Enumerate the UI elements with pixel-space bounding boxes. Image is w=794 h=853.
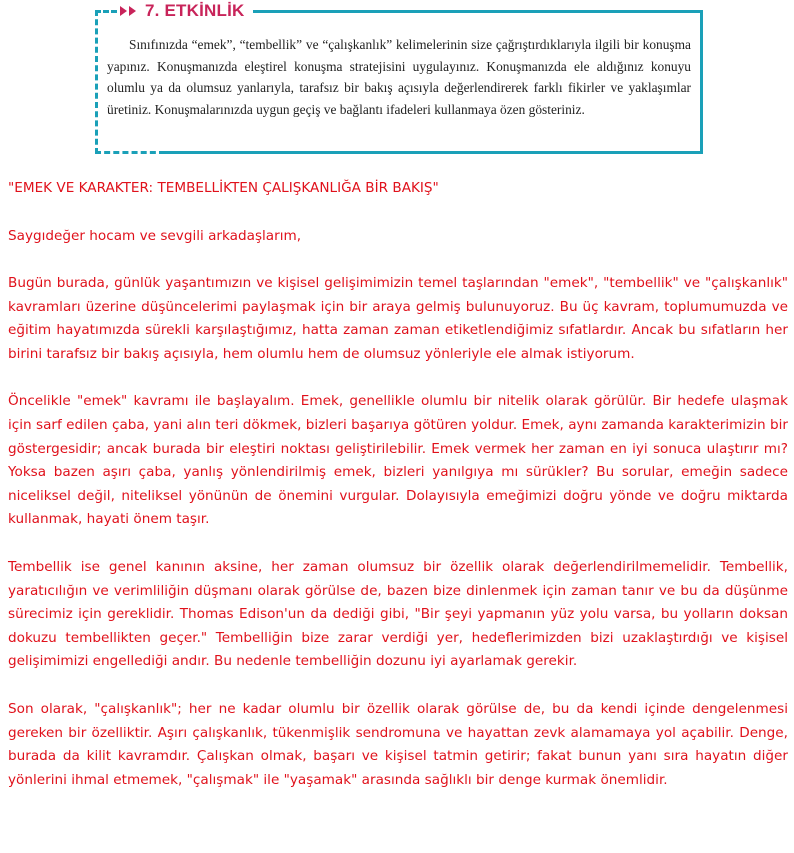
box-top-dashed-border xyxy=(95,10,117,13)
box-left-dashed-border xyxy=(95,10,98,154)
essay-greeting: Saygıdeğer hocam ve sevgili arkadaşlarım, xyxy=(8,228,302,244)
box-top-border xyxy=(253,10,703,13)
essay-paragraph-intro: Bugün burada, günlük yaşantımızın ve kişisel gelişimimizin temel taşlarından "emek", "tembellik" ve "çalışkanlık" kavramları üzerine düşüncelerimi paylaşmak için bir araya gelmiş bulunuyoruz. Bu üç kavram, toplumumuzda ve eğitim hayatımızda sürekli karşılaştığımız, hatta zaman zaman etiketlendiğimiz sıfatlardır. Ancak bu sıfatların her birini tarafsız bir bakış açısıyla, hem olumlu hem de olumsuz yönleriyle ele almak istiyorum. xyxy=(8,275,788,362)
essay-paragraph-caliskanlik: Son olarak, "çalışkanlık"; her ne kadar olumlu bir özellik olarak görülse de, bu da kendi içinde dengelenmesi gereken bir özelliktir. Aşırı çalışkanlık, tükenmişlik sendromuna ve hayattan zevk alamamaya yol açabilir. Denge, burada da kilit kavramdır. Çalışkan olmak, başarı ve kişisel tatmin getirir; fakat bunun yanı sıra hayatın diğer yönlerini ihmal etmemek, "çalışmak" ile "yaşamak" arasında sağlıklı bir denge kurmak önemlidir. xyxy=(8,700,788,788)
activity-instructions: Sınıfınızda “emek”, “tembellik” ve “çalışkanlık” kelimelerinin size çağrıştırdıklarıyla ilgili bir konuşma yapınız. Konuşmanızda eleştirel konuşma stratejisini uygulayınız. Konuşmanızda ele aldığınız konuyu olumlu ya da olumsuz yanlarıyla, tarafsız bir bakış açısıyla değerlendirerek farklı fikirler ve yaklaşımlar üretiniz. Konuşmalarınızda uygun geçiş ve bağlantı ifadeleri kullanmaya özen gösteriniz. xyxy=(107,37,691,117)
box-bottom-dashed-border xyxy=(95,151,165,154)
activity-title: 7. ETKİNLİK xyxy=(145,1,245,20)
activity-box xyxy=(95,1,703,154)
essay-title: "EMEK VE KARAKTER: TEMBELLİKTEN ÇALIŞKANLIĞA BİR BAKIŞ" xyxy=(8,180,439,196)
activity-header xyxy=(117,2,249,20)
double-chevron-right-icon xyxy=(119,5,139,17)
essay-paragraph-emek: Öncelikle "emek" kavramı ile başlayalım. Emek, genellikle olumlu bir nitelik olarak görülür. Bir hedefe ulaşmak için sarf edilen çaba, yani alın teri dökmek, bizleri başarıya götüren yoldur. Emek, aynı zamanda karakterimizin bir göstergesidir; ancak burada bir eleştiri noktası geliştirilebilir. Emek vermek her zaman en iyi sonuca ulaştırır mı? Yoksa bazen aşırı çaba, yanlış yönlendirilmiş emek, bizleri yanılgıya mı sürükler? Bu sorular, emeğin sadece niceliksel değil, niteliksel yönünün de önemini vurgular. Dolayısıyla emeğimizi doğru yönde ve doğru miktarda kullanmak, hayati önem taşır. xyxy=(8,393,788,528)
essay xyxy=(8,176,788,792)
essay-paragraph-tembellik: Tembellik ise genel kanının aksine, her zaman olumsuz bir özellik olarak değerlendirilmemelidir. Tembellik, yaratıcılığın ve verimliliğin düşmanı olarak görülse de, bazen bize dinlenmek için zaman tanır ve bu da düşünme sürecimiz için gereklidir. Thomas Edison'un da dediği gibi, "Bir şeyi yapmanın yüz yolu varsa, bu yolların doksan dokuzu tembellikten geçer." Tembelliğin bize zarar verdiği yer, hedeflerimizden bizi uzaklaştırdığı ve kişisel gelişimimizi engellediği andır. Bu nedenle tembelliğin dozunu iyi ayarlamak gerekir. xyxy=(8,558,788,670)
